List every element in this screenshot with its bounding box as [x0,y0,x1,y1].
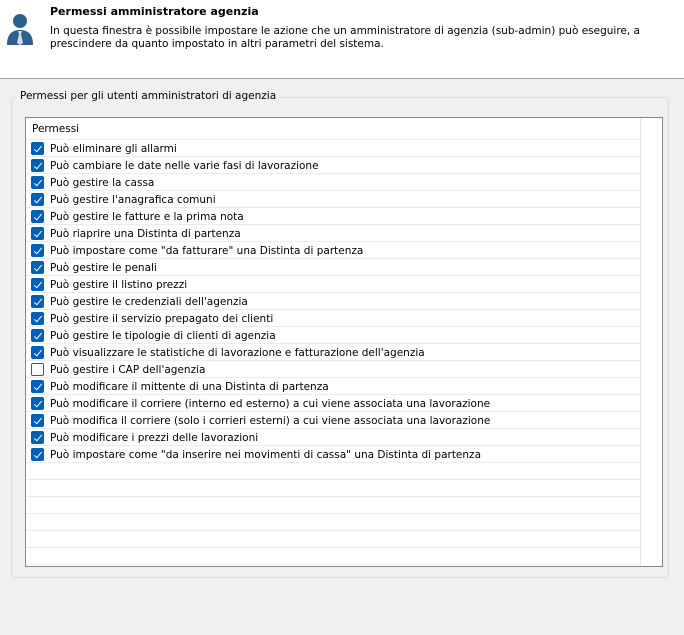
header-panel [0,0,684,79]
permission-label: Può gestire il servizio prepagato dei clienti [50,312,274,325]
permission-checkbox[interactable] [31,210,44,223]
permission-label: Può modificare il corriere (interno ed esterno) a cui viene associata una lavorazione [50,397,491,410]
permission-row[interactable] [26,242,641,259]
permission-row[interactable] [26,310,641,327]
permission-row[interactable] [26,378,641,395]
permission-label: Può modifica il corriere (solo i corrieri esterni) a cui viene associata una lavorazione [50,414,491,427]
permission-row[interactable] [26,157,641,174]
permission-row[interactable] [26,327,641,344]
permission-row[interactable] [26,191,641,208]
permission-row[interactable] [26,259,641,276]
permission-checkbox[interactable] [31,397,44,410]
permission-checkbox[interactable] [31,193,44,206]
permission-label: Può gestire le tipologie di clienti di agenzia [50,329,276,342]
permissions-group [11,90,669,578]
permission-checkbox[interactable] [31,346,44,359]
permission-label: Può visualizzare le statistiche di lavorazione e fatturazione dell'agenzia [50,346,425,359]
permissions-list[interactable] [25,117,663,567]
permission-row[interactable] [26,276,641,293]
permission-checkbox[interactable] [31,261,44,274]
permission-checkbox[interactable] [31,363,44,376]
permission-checkbox[interactable] [31,142,44,155]
page-description: In questa finestra è possibile impostare le azione che un amministratore di agenzia (sub-admin) può eseguire, a prescindere da quanto impostato in altri parametri del sistema. [50,25,640,50]
permission-checkbox[interactable] [31,176,44,189]
permission-label: Può modificare i prezzi delle lavorazioni [50,431,259,444]
permission-label: Può impostare come "da fatturare" una Distinta di partenza [50,244,364,257]
permission-label: Può gestire l'anagrafica comuni [50,193,216,206]
permission-row[interactable] [26,429,641,446]
permission-row[interactable] [26,225,641,242]
permission-label: Può impostare come "da inserire nei movimenti di cassa" una Distinta di partenza [50,448,481,461]
permission-label: Può gestire il listino prezzi [50,278,188,291]
permission-row[interactable] [26,293,641,310]
permission-checkbox[interactable] [31,431,44,444]
permission-row[interactable] [26,412,641,429]
permission-label: Può gestire la cassa [50,176,155,189]
permission-checkbox[interactable] [31,278,44,291]
permission-label: Può modificare il mittente di una Distinta di partenza [50,380,329,393]
user-admin-icon [6,12,34,46]
permission-label: Può gestire le fatture e la prima nota [50,210,244,223]
permission-label: Può gestire le credenziali dell'agenzia [50,295,248,308]
permission-label: Può gestire i CAP dell'agenzia [50,363,206,376]
permission-label: Può eliminare gli allarmi [50,142,177,155]
permission-checkbox[interactable] [31,244,44,257]
permission-checkbox[interactable] [31,329,44,342]
permission-label: Può cambiare le date nelle varie fasi di lavorazione [50,159,319,172]
permission-row[interactable] [26,140,641,157]
permission-label: Può riaprire una Distinta di partenza [50,227,241,240]
permission-label: Può gestire le penali [50,261,157,274]
vertical-scrollbar[interactable] [645,118,662,566]
group-legend: Permessi per gli utenti amministratori di agenzia [17,90,279,102]
permission-checkbox[interactable] [31,312,44,325]
permission-row[interactable] [26,174,641,191]
permission-checkbox[interactable] [31,295,44,308]
permission-row[interactable] [26,344,641,361]
permission-checkbox[interactable] [31,448,44,461]
permission-checkbox[interactable] [31,380,44,393]
permission-row[interactable] [26,395,641,412]
permission-checkbox[interactable] [31,159,44,172]
permissions-rows [26,140,641,566]
permission-row[interactable] [26,361,641,378]
column-header-permessi[interactable]: Permessi [26,118,641,140]
permission-checkbox[interactable] [31,414,44,427]
permission-row[interactable] [26,446,641,463]
permission-row[interactable] [26,208,641,225]
page-title: Permessi amministratore agenzia [50,5,259,18]
permission-checkbox[interactable] [31,227,44,240]
column-separator [640,118,641,566]
